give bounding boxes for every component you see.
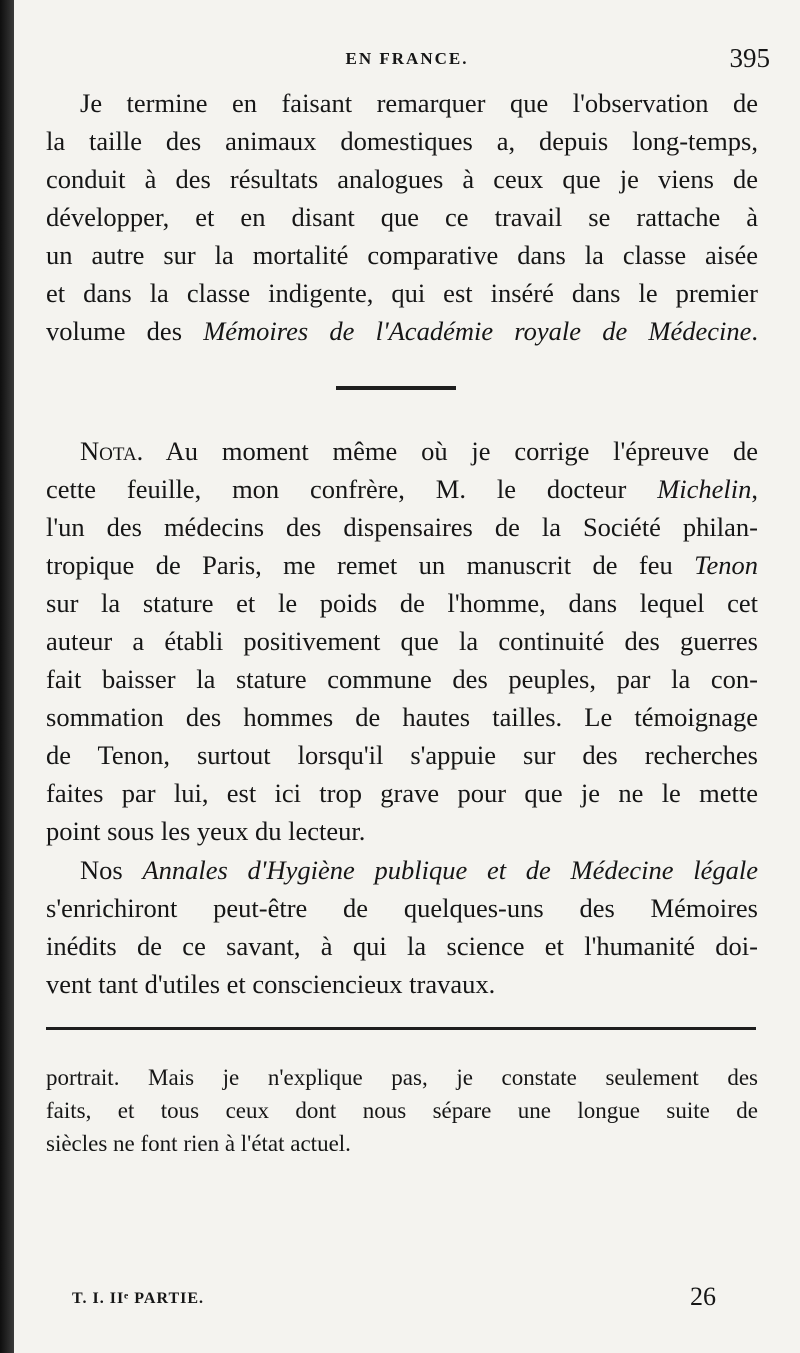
- text-line: l'un des médecins des dispensaires de la Société philan-: [46, 512, 758, 542]
- text-line: un autre sur la mortalité comparative dans la classe aisée: [46, 240, 758, 270]
- text-line: développer, et en disant que ce travail se rattache à: [46, 202, 758, 232]
- text-line: [46, 851, 758, 889]
- signature-number: 26: [690, 1282, 716, 1311]
- text-line: et dans la classe indigente, qui est inséré dans le premier: [46, 278, 758, 308]
- text-line: fait baisser la stature commune des peuples, par la con-: [46, 664, 758, 694]
- text-line: inédits de ce savant, à qui la science et l'humanité doi-: [46, 931, 758, 961]
- text-span: ,: [751, 474, 758, 504]
- text-span: tropique de Paris, me remet un manuscrit de feu: [46, 550, 695, 580]
- italic-name: Tenon: [694, 550, 758, 580]
- paragraph-3: [46, 851, 758, 1003]
- text-span: .: [751, 316, 759, 346]
- text-span: . Au moment même où je corrige l'épreuve de: [136, 436, 758, 466]
- scan-edge-shadow: [0, 0, 14, 1353]
- text-line: conduit à des résultats analogues à ceux que je viens de: [46, 164, 758, 194]
- book-page: [14, 0, 800, 1353]
- text-line: Je termine en faisant remarquer que l'observation de: [80, 88, 758, 118]
- italic-name: Michelin: [657, 474, 752, 504]
- paragraph-1: [46, 84, 758, 350]
- text-line: s'enrichiront peut-être de quelques-uns des Mémoires: [46, 893, 758, 923]
- text-line: de Tenon, surtout lorsqu'il s'appuie sur des recherches: [46, 740, 758, 770]
- text-span: Nos: [80, 855, 143, 885]
- text-line: [46, 470, 758, 508]
- text-line: [46, 432, 758, 470]
- footnote-rule: [46, 1027, 756, 1030]
- text-span: volume des: [46, 316, 204, 346]
- running-title: EN FRANCE.: [345, 49, 469, 68]
- section-divider: [336, 386, 456, 390]
- footnote-line: siècles ne font rien à l'état actuel.: [46, 1131, 351, 1156]
- running-head: [14, 45, 800, 85]
- italic-title: Mémoires de l'Académie royale de Médecine: [203, 316, 752, 346]
- text-line: vent tant d'utiles et consciencieux travaux.: [46, 969, 496, 999]
- footnote-line: faits, et tous ceux dont nous sépare une longue suite de: [46, 1098, 758, 1123]
- text-line: sur la stature et le poids de l'homme, dans lequel cet: [46, 588, 758, 618]
- footnote: [46, 1061, 758, 1160]
- nota-paragraph: [46, 432, 758, 850]
- text-line: auteur a établi positivement que la continuité des guerres: [46, 626, 758, 656]
- signature-mark: T. I. IIᵉ PARTIE.: [72, 1290, 205, 1307]
- footnote-line: portrait. Mais je n'explique pas, je constate seulement des: [46, 1065, 758, 1090]
- text-line: sommation des hommes de hautes tailles. Le témoignage: [46, 702, 758, 732]
- text-line: [46, 312, 758, 350]
- page-number: 395: [729, 43, 770, 73]
- text-line: point sous les yeux du lecteur.: [46, 816, 366, 846]
- italic-title: Annales d'Hygiène publique et de Médecine légale: [142, 855, 759, 885]
- text-line: faites par lui, est ici trop grave pour que je ne le mette: [46, 778, 758, 808]
- text-span: cette feuille, mon confrère, M. le docteur: [46, 474, 658, 504]
- nota-label: Nota: [80, 436, 137, 466]
- text-line: [46, 546, 758, 584]
- text-line: la taille des animaux domestiques a, depuis long-temps,: [46, 126, 758, 156]
